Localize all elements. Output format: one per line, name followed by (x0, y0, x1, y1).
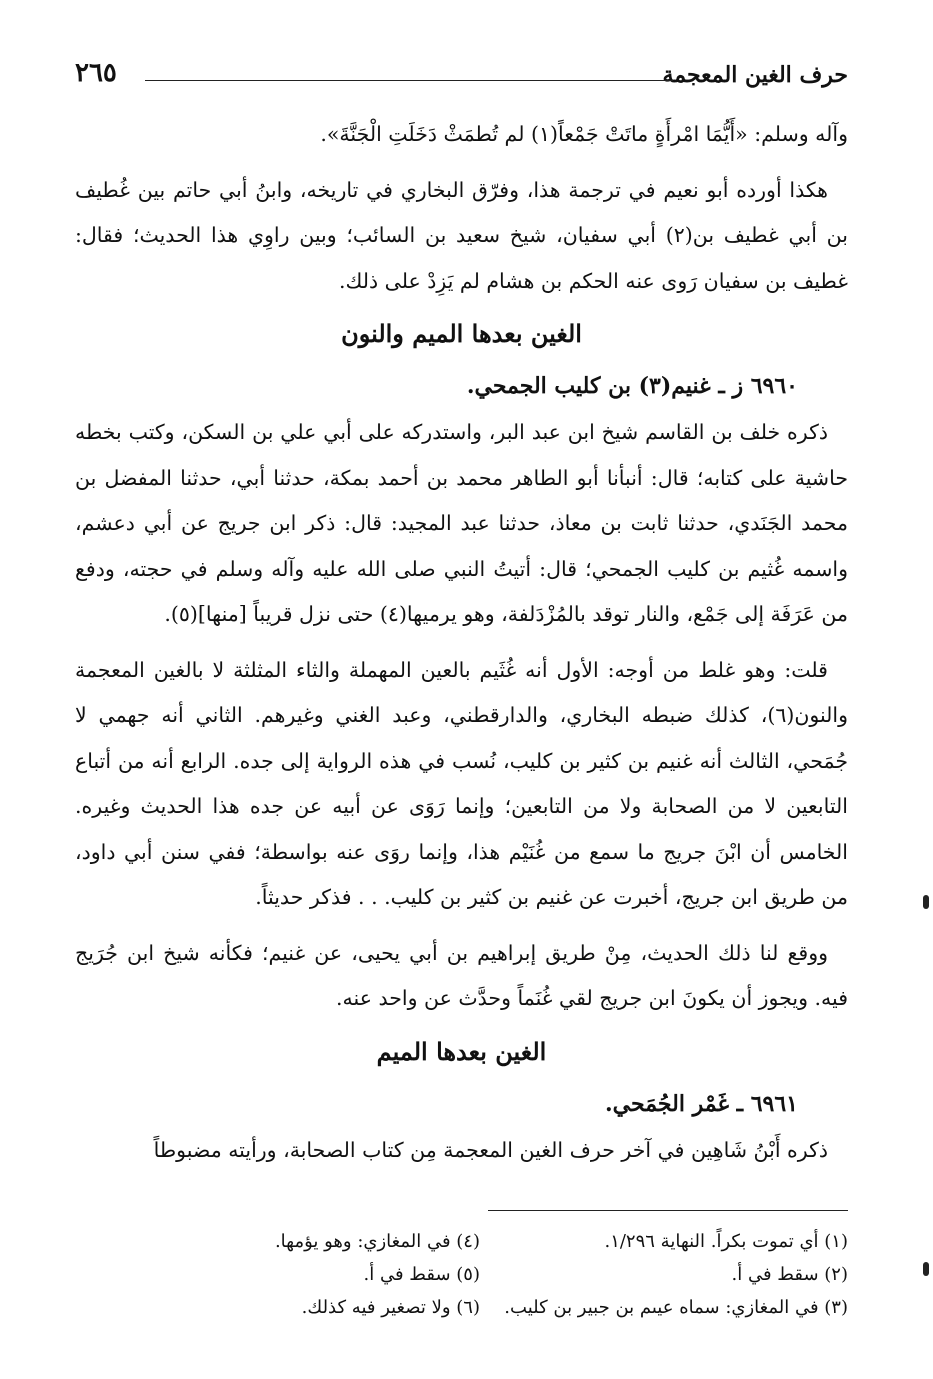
footnotes-column-left (100, 1225, 480, 1324)
header-rule (145, 80, 673, 81)
section-heading: الغين بعدها الميم (376, 1036, 547, 1066)
paragraph: ذكره خلف بن القاسم شيخ ابن عبد البر، واستدركه على أبي علي بن السكن، وكتب بخطه حاشية على كتابه؛ قال: أنبأنا أبو الطاهر محمد بن أحمد بمكة، حدثنا أبي، حدثنا المفضل بن محمد الجَنَدي، حدثنا ثابت بن معاذ، حدثنا عبد المجيد: قال: ذكر ابن جريج عن أبي دعشم، واسمه غُثيم بن كليب الجمحي؛ قال: أتيتُ النبي صلى الله عليه وآله وسلم في حجته، ودفع من عَرَفَة إلى جَمْع، والنار توقد بالمُزْدَلفة، وهو يرميها(٤) حتى نزل قريباً [منها](٥). (75, 420, 848, 626)
footnotes-column-right (468, 1225, 848, 1324)
page-header (75, 58, 848, 98)
running-title: حرف الغين المعجمة (662, 62, 848, 88)
footnote: (٣) في المغازي: سماه عيىم بن جبير بن كليب. (504, 1297, 848, 1318)
footnote: (٢) سقط في أ. (731, 1264, 848, 1285)
paragraph: هكذا أورده أبو نعيم في ترجمة هذا، وفرّق البخاري في تاريخه، وابنُ أبي حاتم بين غُطيف بن أبي غطيف بن(٢) أبي سفيان، شيخ سعيد بن السائب؛ وبين راوِي هذا الحديث؛ فقال: غطيف بن سفيان رَوى عنه الحكم بن هشام لم يَزِدْ على ذلك. (75, 177, 848, 293)
entry-heading: ٦٩٦٠ ز ـ غنيم(٣) بن كليب الجمحي. (466, 373, 798, 399)
main-text (75, 112, 848, 1173)
paragraph-continuation: وآله وسلم: «أَيُّمَا امْرأَةٍ ماتَتْ جَمْعاً(١) لم تُطمَثْ دَخَلَتِ الْجَنَّةَ». (320, 122, 848, 146)
page-number: ٢٦٥ (75, 58, 117, 88)
paragraph: قلت: وهو غلط من أوجه: الأول أنه غُثَيم بالعين المهملة والثاء المثلثة لا بالغين المعجمة والنون(٦)، كذلك ضبطه البخاري، والدارقطني، وعبد الغني وغيرهم. الثاني أنه جهمي لا جُمَحي، الثالث أنه غنيم بن كثير بن كليب، نُسب في هذه الرواية إلى جده. الرابع أنه من أتباع التابعين لا من الصحابة ولا من التابعين؛ وإنما رَوَى عن أبيه عن جده هذا الحديث وغيره. الخامس أن ابْنَ جريج ما سمع من غُنَيْم هذا، وإنما روَى عنه بواسطة؛ ففي سنن أبي داود، من طريق ابن جريج، أخبرت عن غنيم بن كثير بن كليب. . . فذكر حديثاً. (75, 657, 848, 909)
paragraph: ذكره أَبْنُ شَاهِين في آخر حرف الغين المعجمة مِن كتاب الصحابة، ورأيته مضبوطاً (153, 1137, 828, 1162)
footnote: (٤) في المغازي: وهو يؤمها. (274, 1231, 480, 1252)
entry-heading: ٦٩٦١ ـ غَمْر الجُمَحي. (605, 1090, 798, 1117)
paragraph: ووقع لنا ذلك الحديث، مِنْ طريق إبراهيم بن أبي يحيى، عن غنيم؛ فكأنه شيخ ابن جُرَيج فيه. ويجوز أن يكونَ ابن جريج لقي غُنَماً وحدَّث عن واحد عنه. (75, 940, 848, 1010)
scan-mark (923, 895, 929, 909)
footnote: (١) أي تموت بكراً. النهاية ١/٢٩٦. (604, 1231, 848, 1252)
footnote: (٥) سقط في أ. (363, 1264, 480, 1285)
scan-mark (923, 1262, 929, 1276)
section-heading: الغين بعدها الميم والنون (341, 319, 582, 348)
footnote: (٦) ولا تصغير فيه كذلك. (301, 1297, 480, 1318)
